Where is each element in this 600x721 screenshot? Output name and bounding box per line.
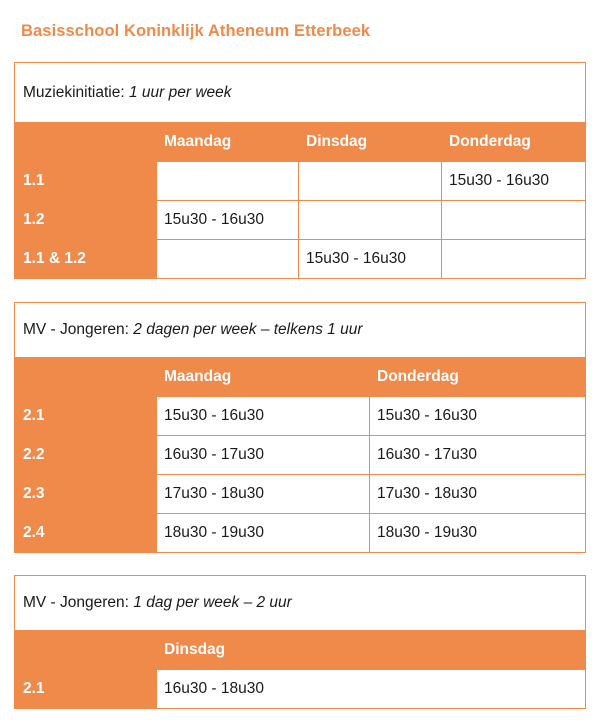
- time-cell: [157, 240, 299, 279]
- time-cell: 18u30 - 19u30: [370, 514, 586, 553]
- time-cell: 17u30 - 18u30: [157, 475, 370, 514]
- mv-jongeren-2-dagen-table: [14, 302, 586, 553]
- time-cell: [442, 240, 586, 279]
- header-corner: [15, 358, 157, 397]
- table-caption: [15, 303, 586, 358]
- row-label: 2.1: [15, 670, 157, 709]
- time-cell: 15u30 - 16u30: [157, 201, 299, 240]
- time-cell: 15u30 - 16u30: [370, 397, 586, 436]
- school-title: Basisschool Koninklijk Atheneum Etterbeek: [21, 22, 371, 40]
- table-header-row: [15, 123, 586, 162]
- row-label: 2.1: [15, 397, 157, 436]
- time-cell: [299, 162, 442, 201]
- time-cell: 16u30 - 17u30: [157, 436, 370, 475]
- header-corner: [15, 123, 157, 162]
- table-row: [15, 436, 586, 475]
- table-row: [15, 475, 586, 514]
- header-day: Donderdag: [370, 358, 586, 397]
- table-header-row: [15, 358, 586, 397]
- time-cell: [442, 201, 586, 240]
- header-day: Donderdag: [442, 123, 586, 162]
- time-cell: 15u30 - 16u30: [442, 162, 586, 201]
- time-cell: 16u30 - 18u30: [157, 670, 586, 709]
- caption-frequency: 2 dagen per week – telkens 1 uur: [133, 321, 363, 338]
- time-cell: 15u30 - 16u30: [299, 240, 442, 279]
- caption-subject: MV - Jongeren:: [23, 321, 134, 338]
- row-label: 1.1 & 1.2: [15, 240, 157, 279]
- caption-frequency: 1 dag per week – 2 uur: [133, 594, 292, 611]
- row-label: 1.2: [15, 201, 157, 240]
- time-cell: [157, 162, 299, 201]
- table-caption: [15, 63, 586, 123]
- caption-subject: Muziekinitiatie:: [23, 83, 129, 101]
- time-cell: [299, 201, 442, 240]
- time-cell: 15u30 - 16u30: [157, 397, 370, 436]
- table-row: [15, 397, 586, 436]
- header-day: Maandag: [157, 123, 299, 162]
- muziekinitiatie-table: [14, 62, 586, 279]
- header-day: Dinsdag: [299, 123, 442, 162]
- caption-frequency: 1 uur per week: [128, 83, 232, 101]
- row-label: 1.1: [15, 162, 157, 201]
- header-day: Dinsdag: [157, 631, 586, 670]
- table-header-row: [15, 631, 586, 670]
- table-row: [15, 162, 586, 201]
- time-cell: 17u30 - 18u30: [370, 475, 586, 514]
- table-row: [15, 240, 586, 279]
- row-label: 2.3: [15, 475, 157, 514]
- caption-subject: MV - Jongeren:: [23, 594, 134, 611]
- table-row: [15, 514, 586, 553]
- header-day: Maandag: [157, 358, 370, 397]
- row-label: 2.4: [15, 514, 157, 553]
- table-caption: [15, 576, 586, 631]
- time-cell: 18u30 - 19u30: [157, 514, 370, 553]
- table-row: [15, 201, 586, 240]
- row-label: 2.2: [15, 436, 157, 475]
- table-row: [15, 670, 586, 709]
- header-corner: [15, 631, 157, 670]
- mv-jongeren-1-dag-table: [14, 575, 586, 709]
- time-cell: 16u30 - 17u30: [370, 436, 586, 475]
